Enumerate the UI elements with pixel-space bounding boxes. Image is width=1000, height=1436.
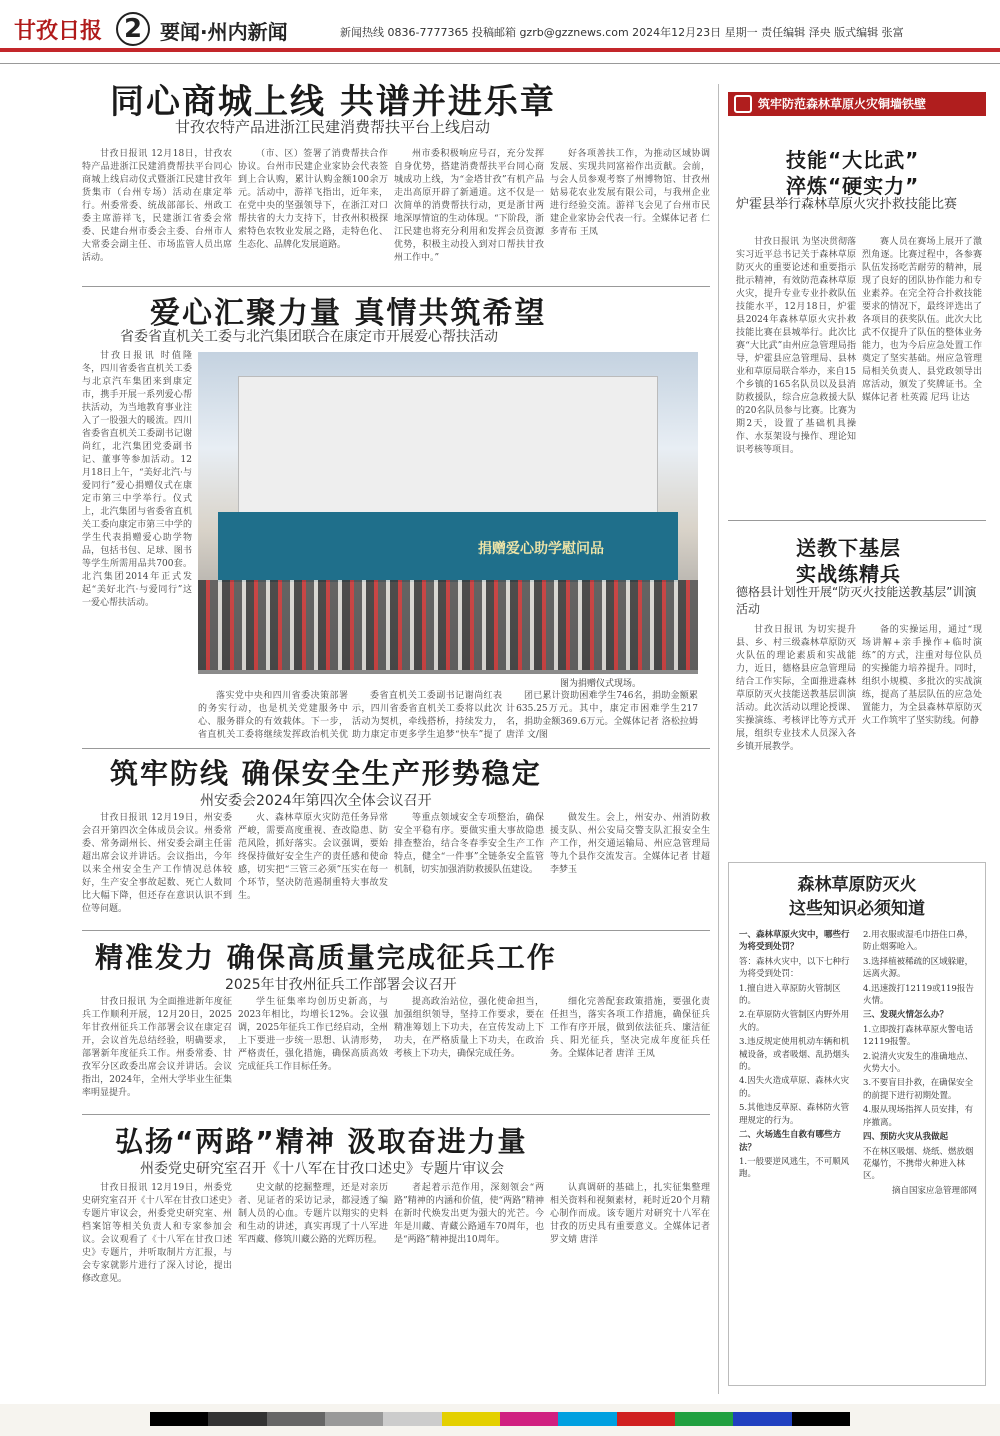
story1-headline-line1: 技能“大比武” [786,148,920,172]
article4-col4: 细化完善配套政策措施，要强化责任担当，落实各项工作措施，确保征兵工作有序开展，做到依法征兵、廉洁征兵、阳光征兵，坚决完成年度征兵任务。全媒体记者 唐洋 王凤 [550,997,710,1059]
article3-col2: 火、森林草原火灾防范任务异常严峻，需要高度重视、查改隐患、防范风险，抓好落实。会议强调，要始终保持做好安全生产的责任感和使命感，切实把“三管三必须”压实在每一个环节，坚决防范遏制重特大事故发生。 [238,813,388,901]
article4-col3: 提高政治站位，强化使命担当，加强组织领导，坚持工作要求，要在精准筹划上下功夫，在宣传发动上下功夫，在严格质量上下功夫，在政治考核上下功夫，确保完成任务。 [394,997,544,1059]
article2-col3: 委省直机关工委副书记谢尚红表示，四川省委省直机关工委将以此次活动为契机，牵线搭桥，持续发力，助力康定市更多学生追梦“快车”提了 [352,691,502,740]
article1-subhead: 甘孜农特产品进浙江民建消费帮扶平台上线启动 [175,118,491,136]
swatch [500,1412,558,1426]
article3-headline: 筑牢防线 确保安全生产形势稳定 [110,757,542,790]
article4-headline: 精准发力 确保高质量完成征兵工作 [95,941,557,974]
special-topic-title: 筑牢防范森林草原火灾铜墙铁壁 [758,97,927,111]
knowbox-para: 4.迅速拨打12119或119报告火情。 [863,983,974,1007]
article3-col4: 做发生。会上，州安办、州消防救援支队、州公安局交警支队汇报安全生产工作，州交通运输局、州应急管理局等九个县作交流发言。全媒体记者 甘超 李梦玉 [550,813,710,875]
knowbox-para: 1.擅自进入草原防火管制区的。 [739,983,841,1007]
swatch [792,1412,850,1426]
masthead-info: 新闻热线 0836-7777365 投稿邮箱 gzrb@gzznews.com 2024年12月23日 星期一 责任编辑 泽央 版式编辑 张富 [340,26,904,39]
knowbox-para: 二、火场逃生自救有哪些方法？ [739,1130,842,1153]
article5-subhead: 州委党史研究室召开《十八军在甘孜口述史》专题片审议会 [140,1161,504,1177]
crowd [198,580,698,670]
swatch [675,1412,733,1426]
knowbox-para: 不在林区吸烟、烧纸、燃放烟花爆竹，不携带火种进入林区。 [863,1146,974,1182]
swatch [558,1412,616,1426]
knowbox-para: 三、发现火情怎么办？ [863,1010,949,1021]
knowbox-para: 2.说清火灾发生的准确地点、火势大小。 [863,1051,974,1075]
photo-caption: 图为捐赠仪式现场。 [560,679,642,689]
masthead-rule [0,48,1000,52]
knowbox-para: 1.立即拨打森林草原火警电话12119报警。 [863,1024,974,1048]
photo-banner-text: 捐赠爱心助学慰问品 [478,541,604,557]
swatch [208,1412,266,1426]
knowbox-para: 4.因失火造成草原、森林火灾的。 [739,1076,850,1099]
divider [728,520,986,521]
article1-col1: 甘孜日报讯 12月18日，甘孜农特产品进浙江民建消费帮扶平台同心商城上线启动仪式暨浙江民建甘孜年货集市（台州专场）活动在康定举行。州委常委、统战部部长、州政工委主席游祥飞，民建浙江省委会常委、民建台州市委会主委、台州市人大常委会副主任、市场监管人员出席活动。 [82,149,232,263]
story2-headline-line1: 送教下基层 [796,536,901,560]
article5-col3: 者起着示范作用，深刻领会“两路”精神的内涵和价值，使“两路”精神在新时代焕发出更为强大的光芒。今年是川藏、青藏公路通车70周年，也是“两路”精神提出10周年。 [394,1183,544,1245]
knowbox-title-line2: 这些知识必须知道 [789,899,925,919]
swatch [383,1412,441,1426]
knowbox-para: 四、预防火灾从我做起 [863,1132,949,1143]
knowbox-para: 答：森林火灾中，以下七种行为将受到处罚： [739,956,850,980]
article1-col2: （市、区）签署了消费帮扶合作协议。台州市民建企业家协会代表签到上合认购，累计认购金额100余万元。活动中，游祥飞指出，近年来，在党中央的坚强领导下，在浙江对口帮扶省的大力支持下，甘孜州积极探索特色农牧业发展之路，走特色化、生态化、品牌化发展道路。 [238,149,388,250]
swatch [617,1412,675,1426]
divider [82,286,710,287]
knowbox-para: 5.其他违反草原、森林防火管理规定的行为。 [739,1103,850,1126]
column-divider [718,84,719,1394]
donation-ceremony-photo [198,352,698,674]
fire-badge-icon [734,95,752,113]
section-name: 要闻·州内新闻 [160,20,288,44]
knowbox-para: 一、森林草原火灾中，哪些行为将受到处罚？ [739,930,850,953]
masthead [0,0,1000,64]
knowbox-source: 摘自国家应急管理部网 [891,1185,977,1196]
article2-subhead: 省委省直机关工委与北汽集团联合在康定市开展爱心帮扶活动 [120,329,498,345]
article1-col4: 好各项善扶工作，为推动区域协调发展、实现共同富裕作出贡献。会前，与会人员参观考察了州博物馆、甘孜州姑易花农业发展有限公司，与我州企业进行经验交流。游祥飞会见了台州市民建企业家协会代表一行。全媒体记者 仁多青布 王凤 [550,149,710,237]
article4-col1: 甘孜日报讯 为全面推进新年度征兵工作顺利开展，12月20日，2025年甘孜州征兵工作部署会议在康定召开，会议首先总结经验，明确要求，部署新年度征兵工作。州委常委、甘孜军分区政委出席会议并讲话。会议指出，2024年，全州大学毕业生征集率明显提升。 [82,997,232,1098]
story2-col2: 备的实操运用，通过“现场讲解+亲手操作+临时演练”的方式，注重对每位队员的实操能力培养提升。同时，组织小规模、多批次的实战演练，提高了基层队伍的应急处置能力，为全县森林草原防灭火工作筑牢了坚实防线。何静 [862,625,982,726]
article5-headline: 弘扬“两路”精神 汲取奋进力量 [115,1125,528,1158]
knowbox-para: 2.用衣服或湿毛巾捂住口鼻，防止烟雾呛入。 [863,930,974,953]
article2-left-col: 甘孜日报讯 时值隆冬，四川省委省直机关工委与北京汽车集团来到康定市，携手开展一系列爱心帮扶活动，为当地教育事业注入了一股强大的暖流。四川省委省直机关工委副书记谢尚红，北汽集团党委副书记、董事等参加活动。12月18日上午，“美好北汽·与爱同行”爱心捐赠仪式在康定市第三中学举行。仪式上，北汽集团与省委省直机关工委向康定市第三中学的学生代表捐赠爱心助学物品，包括书包、足球、图书等学生所需用品共700套。北汽集团2014年正式发起“美好北汽·与爱同行”这一爱心帮扶活动。 [82,351,192,608]
article4-col2: 学生征集率均创历史新高，与2023年相比，均增长12%。会议强调，2025年征兵工作已经启动，全州上下要进一步统一思想、认清形势，严格责任，强化措施，确保高质高效完成征兵工作目标任务。 [238,997,388,1072]
story2-col1: 甘孜日报讯 为切实提升县、乡、村三级森林草原防灭火队伍的理论素质和实战能力，近日，德格县应急管理局结合工作实际，全面推进森林草原防灭火技能送教基层训演活动。此次活动以理论授课、实操演练、考核评比等方式开展，组织专业技术人员深入各乡镇开展教学。 [736,625,856,752]
fire-knowledge-box [728,862,986,1386]
article3-subhead: 州安委会2024年第四次全体会议召开 [200,793,432,809]
swatch [442,1412,500,1426]
knowbox-para: 3.选择植被稀疏的区域躲避，远离火源。 [863,956,974,980]
story1-headline-line2: 淬炼“硬实力” [786,174,920,198]
story2-headline-line2: 实战练精兵 [796,562,901,586]
article4-subhead: 2025年甘孜州征兵工作部署会议召开 [225,977,457,993]
article1-headline: 同心商城上线 共谱并进乐章 [110,82,556,122]
print-color-bar [150,1412,850,1426]
story1-col1: 甘孜日报讯 为坚决贯彻落实习近平总书记关于森林草原防灭火的重要论述和重要指示批示精神，有效防范森林草原火灾，提升专业专业扑救队伍技能水平，12月18日，炉霍县2024年森林草原火灾扑救技能比赛在县城举行。此次比赛“大比武”由州应急管理局指导，炉霍县应急管理局、县林业和草原局联合举办，来自15个乡镇的165名队员以及县消防救援队，综合应急救援大队的20名队员参与比赛。比赛为期2天，设置了基础机具操作、水泵架设与操作、理论知识考核等项目。 [736,237,856,455]
knowbox-para: 2.在草原防火管制区内野外用火的。 [739,1010,850,1033]
knowbox-body [739,929,977,1377]
article5-col1: 甘孜日报讯 12月19日，州委党史研究室召开《十八军在甘孜口述史》专题片审议会，州委党史研究室、州档案馆等相关负责人和专家参加会议。会议观看了《十八军在甘孜口述史》专题片，并听取制片方汇报，与会专家就影片进行了深入讨论，提出修改意见。 [82,1183,232,1284]
swatch [325,1412,383,1426]
stage-backdrop [218,512,678,582]
knowbox-para: 3.违反规定使用机动车辆和机械设备，或者吸烟、乱扔烟头的。 [739,1037,850,1073]
page-number: 2 [116,12,150,46]
article3-col1: 甘孜日报讯 12月19日，州安委会召开第四次全体成员会议。州委常委、常务副州长、州安委会副主任雷超出席会议并讲话。会议指出，今年以来全州安全生产工作情况总体较好，生产安全事故起数、死亡人数同比大幅下降，但还存在意识认识不到位等问题。 [82,813,232,914]
story1-subhead: 炉霍县举行森林草原火灾扑救技能比赛 [736,197,958,212]
newspaper-logo: 甘孜日报 [14,18,103,44]
knowbox-title-line1: 森林草原防灭火 [797,875,917,895]
article2-col4: 团已累计资助困难学生746名，捐助金额累计635.25万元。其中，康定市困难学生217名，捐助金额369.6万元。全媒体记者 洛松拉姆 唐洋 文/图 [506,691,698,740]
special-topic-header [728,92,986,116]
story1-col2: 赛人员在赛场上展开了激烈角逐。比赛过程中，各参赛队伍发扬吃苦耐劳的精神，展现了良好的团队协作能力和专业素养。在完全符合扑救技能要求的情况下，最终评选出了各项目的获奖队伍。此次大比武不仅提升了队伍的整体业务能力，也为今后应急处置工作奠定了坚实基础。州应急管理局相关负责人、县党政领导出席活动，颁发了奖牌证书。全媒体记者 杜英霞 尼玛 让达 [862,237,982,403]
story2-subhead: 德格县计划性开展“防灭火技能送教基层”训演活动 [736,585,977,616]
knowbox-para: 4.服从现场指挥人员安排，有序撤离。 [863,1105,974,1128]
divider [82,1114,710,1115]
knowbox-para: 1.一般要逆风逃生，不可顺风跑。 [739,1156,850,1180]
article2-headline: 爱心汇聚力量 真情共筑希望 [150,296,547,331]
divider [82,748,710,749]
divider [82,930,710,931]
knowbox-para: 3.不要盲目扑救，在确保安全的前提下进行初期处置。 [863,1078,974,1101]
swatch [267,1412,325,1426]
article3-col3: 等重点领域安全专项整治，确保安全平稳有序。要做实重大事故隐患排查整治，结合冬春季安全生产工作特点，健全“一件事”全链条安全监管机制，切实加强消防救援队伍建设。 [394,813,544,875]
article5-col4: 认真调研的基础上，扎实征集整理相关资料和视频素材，耗时近20个月精心制作而成。该专题片对研究十八军在甘孜的历史具有重要意义。全媒体记者 罗文婧 唐洋 [550,1183,710,1245]
article2-col2: 落实党中央和四川省委决策部署的务实行动，也是机关党建服务中心、服务群众的有效载体。下一步，省直机关工委将继续发挥政治机关优 [198,691,348,740]
article1-col3: 州市委积极响应号召，充分发挥自身优势，搭建消费帮扶平台同心商城成功上线，为“金塔甘孜”有机产品走出高原开辟了新通道。这不仅是一次简单的消费帮扶行动，更是浙甘两地深厚情谊的生动体现。“下阶段，浙江民建也将充分利用和发挥会员资源优势，积极主动投入到对口帮扶甘孜州工作中。” [394,149,544,263]
swatch [150,1412,208,1426]
swatch [733,1412,791,1426]
article5-col2: 史文献的挖掘整理，还是对亲历者、见证者的采访记录，都浸透了编制人员的心血。专题片以翔实的史料和生动的讲述，真实再现了十八军进军西藏、修筑川藏公路的光辉历程。 [238,1183,388,1245]
